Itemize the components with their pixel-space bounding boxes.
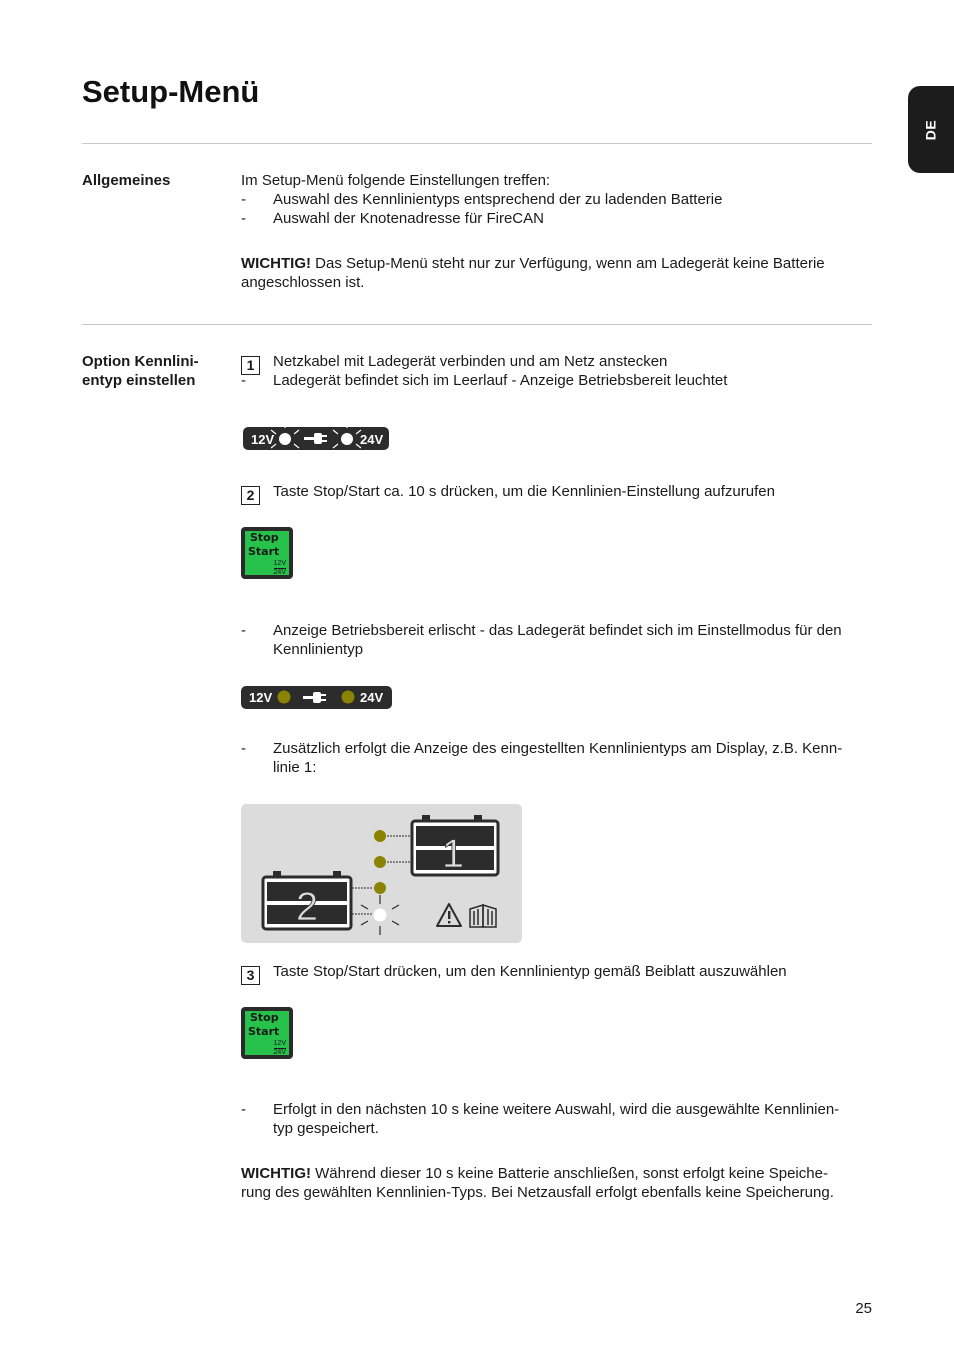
step-1-text: Netzkabel mit Ladegerät verbinden und am Netz anstecken — [273, 353, 668, 370]
start-label: Start — [248, 545, 280, 558]
list-item: - Auswahl der Knotenadresse für FireCAN — [241, 210, 544, 227]
led-24v — [342, 691, 355, 704]
battery-2-label: 2 — [295, 885, 319, 929]
stop-label: Stop — [250, 531, 279, 544]
indicator-12v-label: 12V — [251, 432, 275, 447]
section-label-option: Option Kennlini- entyp einstellen — [82, 353, 199, 389]
led-curve-c — [374, 882, 386, 894]
step-1-sub: - Ladegerät befindet sich im Leerlauf - Anzeige Betriebsbereit leuchtet — [241, 372, 728, 389]
divider — [82, 143, 872, 144]
indicator-24v-label: 24V — [360, 432, 384, 447]
battery-icon — [412, 815, 498, 876]
voltage-24v-label: 24V — [273, 1049, 286, 1056]
indicator-24v-label: 24V — [360, 690, 384, 705]
step-number-1: 1 — [241, 356, 260, 375]
list-item: - Auswahl des Kennlinientyps entsprechend der zu ladenden Batterie — [241, 191, 723, 208]
indicator-12v-label: 12V — [249, 690, 273, 705]
note-ready-off: - Anzeige Betriebsbereit erlischt - das Ladegerät befindet sich im Einstellmodus für den Kennlinientyp — [241, 622, 842, 658]
step-2-text: Taste Stop/Start ca. 10 s drücken, um die Kennlinien-Einstellung aufzurufen — [273, 483, 775, 500]
stop-label: Stop — [250, 1011, 279, 1024]
note-saved: - Erfolgt in den nächsten 10 s keine weitere Auswahl, wird die ausgewählte Kennlinien- typ gespeichert. — [241, 1101, 840, 1137]
stop-start-button[interactable] — [241, 1007, 293, 1059]
ready-indicator-setup-mode — [240, 685, 394, 711]
important-label: WICHTIG! — [241, 1165, 311, 1182]
start-label: Start — [248, 1025, 280, 1038]
stop-start-button[interactable] — [241, 527, 293, 579]
language-tab[interactable] — [908, 86, 954, 173]
ready-indicator-blinking — [240, 414, 392, 464]
led-curve-a — [374, 830, 386, 842]
led-12v — [278, 691, 291, 704]
voltage-12v-label: 12V — [273, 1040, 286, 1047]
led-curve-b — [374, 856, 386, 868]
voltage-12v-label: 12V — [273, 560, 286, 567]
page-number: 25 — [855, 1300, 872, 1317]
important-note: WICHTIG! Das Setup-Menü steht nur zur Verfügung, wenn am Ladegerät keine Batterie angeschlossen ist. — [241, 255, 825, 291]
battery-1-label: 1 — [441, 832, 465, 876]
step-3-text: Taste Stop/Start drücken, um den Kennlinientyp gemäß Beiblatt auszuwählen — [273, 963, 787, 980]
divider — [82, 324, 872, 325]
language-tab-label: DE — [922, 119, 939, 140]
charger-display-panel — [240, 803, 523, 944]
page-title: Setup-Menü — [82, 74, 260, 109]
step-number-2: 2 — [241, 486, 260, 505]
manual-icon — [470, 905, 496, 927]
step-number-3: 3 — [241, 966, 260, 985]
important-label: WICHTIG! — [241, 255, 311, 272]
allgemeines-body — [241, 171, 873, 228]
important-note: WICHTIG! Während dieser 10 s keine Batterie anschließen, sonst erfolgt keine Speiche- rung des gewählten Kennlinien-Typs. Bei Netzausfall erfolgt ebenfalls keine Speicherung. — [241, 1165, 834, 1201]
battery-icon — [263, 871, 351, 929]
intro-text: Im Setup-Menü folgende Einstellungen treffen: — [241, 172, 551, 189]
section-label-allgemeines: Allgemeines — [82, 172, 171, 189]
voltage-24v-label: 24V — [273, 569, 286, 576]
note-display: - Zusätzlich erfolgt die Anzeige des eingestellten Kennlinientyps am Display, z.B. Kenn- linie 1: — [241, 740, 843, 776]
